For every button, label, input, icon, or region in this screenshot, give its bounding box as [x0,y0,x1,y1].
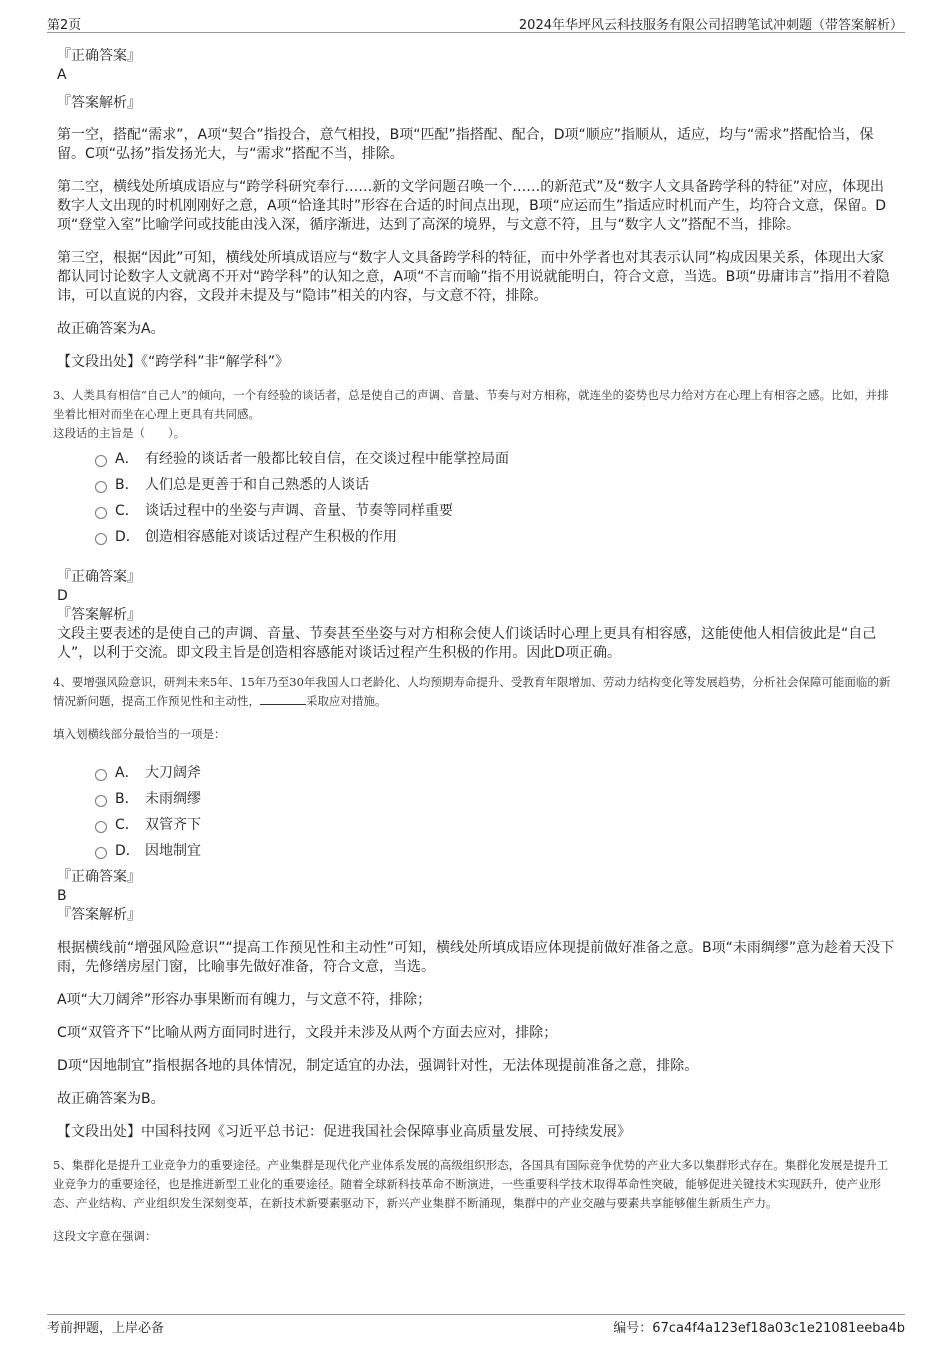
option-c[interactable]: C． 双管齐下 [95,812,895,838]
analysis-paragraph: 根据横线前“增强风险意识”“提高工作预见性和主动性”可知，横线处所填成语应体现提前做好准备之意。B项“未雨绸缪”意为趁着天没下雨，先修缮房屋门窗，比喻事先做好准备，符合文意，当选。 [57,940,895,975]
question-prompt: 填入划横线部分最恰当的一项是： [53,727,226,741]
document-body [53,44,895,1246]
answer-value: B [57,888,67,904]
page-footer [47,1314,905,1335]
option-c[interactable]: C． 谈话过程中的坐姿与声调、音量、节奏等同样重要 [95,498,895,524]
radio-icon[interactable] [95,455,107,467]
option-d[interactable]: D． 因地制宜 [95,838,895,864]
document-title: 2024年华坪风云科技服务有限公司招聘笔试冲刺题（带答案解析） [518,18,903,33]
radio-icon[interactable] [95,769,107,781]
analysis-heading: 『答案解析』 [57,95,141,111]
question-stem: 5、集群化是提升工业竞争力的重要途径。产业集群是现代化产业体系发展的高级组织形态，各国具有国际竞争优势的产业大多以集群形式存在。集群化发展是提升工业竞争力的重要途径，也是推进新型工业化的重要途径。随着全球新科技革命不断演进，一些重要科学技术取得革命性突破，能够促进关键技术实现跃升，使产业形态、产业结构、产业组织发生深刻变革，在新技术新要素驱动下，新兴产业集群不断涌现，集群中的产业交融与要素共享能够催生新质生产力。 [53,1158,889,1210]
conclusion: 故正确答案为B。 [57,1091,165,1107]
document-code: 编号：67ca4f4a123ef18a03c1e21081eeba4b [613,1321,905,1336]
answer-heading: 『正确答案』 [57,869,141,885]
radio-icon[interactable] [95,533,107,545]
option-a[interactable]: A． 大刀阔斧 [95,760,895,786]
answer-heading: 『正确答案』 [57,569,141,585]
analysis-paragraph: 第二空，横线处所填成语应与“跨学科研究奉行……新的文学问题召唤一个……的新范式”及“数字人文具备跨学科的特征”对应，体现出数字人文出现的时机刚刚好之意，A项“恰逢其时”形容在合适的时间点出现，B项“应运而生”指适应时机而产生，均符合文意，保留。D项“登堂入室”比喻学问或技能由浅入深，循序渐进，达到了高深的境界，与文意不符，且与“数字人文”搭配不当，排除。 [57,179,886,233]
analysis-paragraph: A项“大刀阔斧”形容办事果断而有魄力，与文意不符，排除； [57,992,432,1008]
answer-heading: 『正确答案』 [57,48,141,64]
footer-slogan: 考前押题，上岸必备 [47,1321,165,1336]
analysis-paragraph: 文段主要表述的是使自己的声调、音量、节奏甚至坐姿与对方相称会使人们谈话时心理上更具有相容感，这能使他人相信彼此是“自己人”，以利于交流。即文段主旨是创造相容感能对谈话过程产生积极的作用。因此D项正确。 [57,626,877,661]
page-number: 第2页 [47,18,82,33]
source-citation: 【文段出处】《“跨学科”非“解学科”》 [57,354,290,370]
question-prompt: 这段文字意在强调： [53,1229,157,1243]
answer-value: D [57,588,68,604]
option-list [57,760,895,864]
radio-icon[interactable] [95,795,107,807]
option-a[interactable]: A． 有经验的谈话者一般都比较自信，在交谈过程中能掌控局面 [95,446,895,472]
analysis-paragraph: 第一空，搭配“需求”，A项“契合”指投合，意气相投，B项“匹配”指搭配、配合，D项“顺应”指顺从，适应，均与“需求”搭配恰当，保留。C项“弘扬”指发扬光大，与“需求”搭配不当，排除。 [57,127,874,162]
analysis-heading: 『答案解析』 [57,907,141,923]
radio-icon[interactable] [95,481,107,493]
radio-icon[interactable] [95,821,107,833]
analysis-paragraph: C项“双管齐下”比喻从两方面同时进行，文段并未涉及从两个方面去应对，排除； [57,1025,558,1041]
question-prompt: 这段话的主旨是（ ）。 [53,426,186,440]
source-citation: 【文段出处】中国科技网《习近平总书记：促进我国社会保障事业高质量发展、可持续发展》 [57,1124,631,1140]
option-b[interactable]: B． 人们总是更善于和自己熟悉的人谈话 [95,472,895,498]
conclusion: 故正确答案为A。 [57,321,165,337]
blank-line [260,704,306,705]
radio-icon[interactable] [95,507,107,519]
answer-value: A [57,67,67,83]
option-b[interactable]: B． 未雨绸缪 [95,786,895,812]
question-stem: 3、人类具有相信“自己人”的倾向，一个有经验的谈话者，总是使自己的声调、音量、节奏与对方相称，就连坐的姿势也尽力给对方在心理上有相容之感。比如，并排坐着比相对而坐在心理上更具有共同感。 [53,388,889,421]
radio-icon[interactable] [95,847,107,859]
analysis-paragraph: D项“因地制宜”指根据各地的具体情况，制定适宜的办法，强调针对性，无法体现提前准备之意，排除。 [57,1058,699,1074]
analysis-heading: 『答案解析』 [57,607,141,623]
page-header [47,14,905,33]
option-d[interactable]: D． 创造相容感能对谈话过程产生积极的作用 [95,524,895,550]
question-stem: 4、要增强风险意识，研判未来5年、15年乃至30年我国人口老龄化、人均预期寿命提升、受教育年限增加、劳动力结构变化等发展趋势，分析社会保障可能面临的新情况新问题，提高工作预见性和主动性， 采取应对措施。 [53,675,891,708]
analysis-paragraph: 第三空，根据“因此”可知，横线处所填成语应与“数字人文具备跨学科的特征，而中外学者也对其表示认同”构成因果关系，体现出大家都认同讨论数字人文就离不开对“跨学科”的认知之意，A项“不言而喻”指不用说就能明白，符合文意，当选。B项“毋庸讳言”指用不着隐讳，可以直说的内容，文段并未提及与“隐讳”相关的内容，与文意不符，排除。 [57,250,890,304]
option-list [57,446,895,550]
